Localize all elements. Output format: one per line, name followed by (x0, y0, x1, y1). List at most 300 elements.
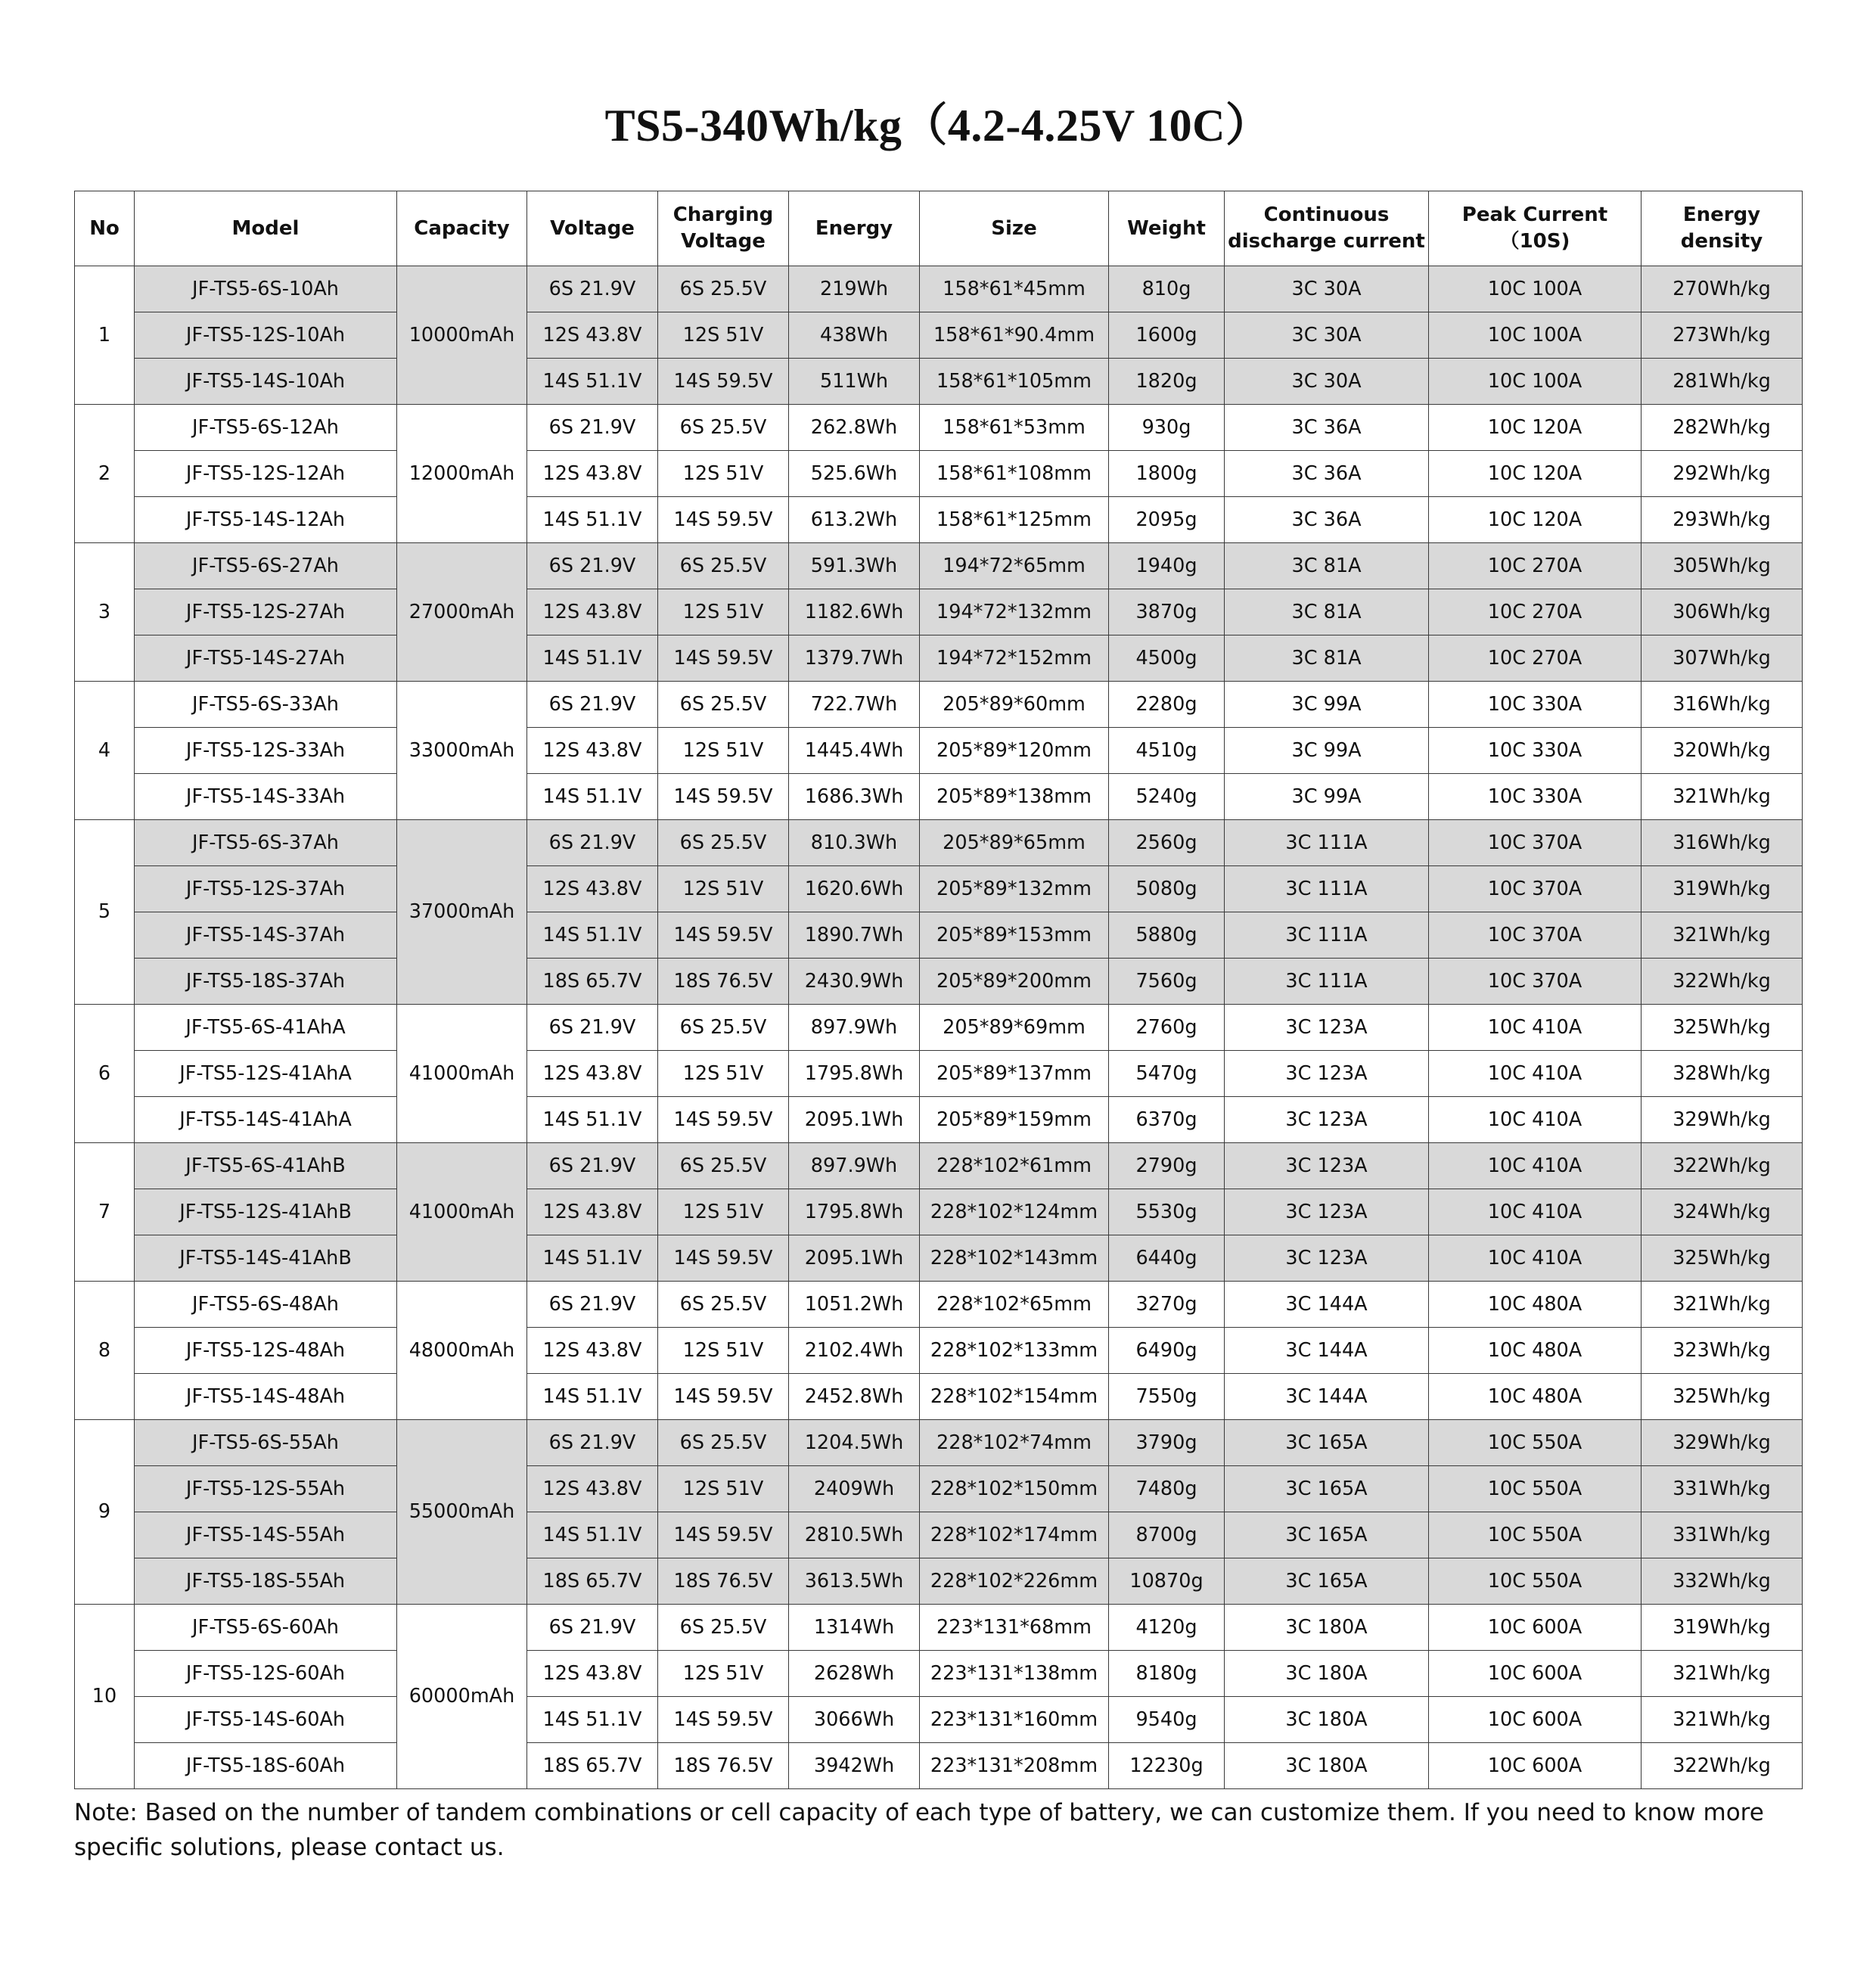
cell-energy-density: 321Wh/kg (1642, 1651, 1803, 1697)
cell-weight: 4500g (1109, 635, 1225, 682)
cell-weight: 6370g (1109, 1097, 1225, 1143)
cell-peak-current: 10C 370A (1429, 912, 1642, 959)
cell-peak-current: 10C 480A (1429, 1374, 1642, 1420)
table-row (75, 1651, 1803, 1697)
cell-charging-voltage: 14S 59.5V (658, 1374, 789, 1420)
cell-energy: 810.3Wh (789, 820, 920, 866)
table-body (75, 266, 1803, 1789)
cell-continuous-current: 3C 123A (1225, 1005, 1429, 1051)
cell-size: 223*131*208mm (920, 1743, 1109, 1789)
cell-weight: 6440g (1109, 1235, 1225, 1282)
cell-weight: 3270g (1109, 1282, 1225, 1328)
cell-energy-density: 321Wh/kg (1642, 1282, 1803, 1328)
cell-peak-current: 10C 410A (1429, 1235, 1642, 1282)
cell-energy: 1795.8Wh (789, 1051, 920, 1097)
cell-size: 228*102*143mm (920, 1235, 1109, 1282)
cell-size: 194*72*152mm (920, 635, 1109, 682)
cell-peak-current: 10C 120A (1429, 405, 1642, 451)
cell-charging-voltage: 12S 51V (658, 1328, 789, 1374)
cell-weight: 10870g (1109, 1558, 1225, 1605)
cell-weight: 2280g (1109, 682, 1225, 728)
cell-energy: 1686.3Wh (789, 774, 920, 820)
header-capacity: Capacity (397, 191, 527, 266)
cell-peak-current: 10C 270A (1429, 589, 1642, 635)
cell-continuous-current: 3C 81A (1225, 589, 1429, 635)
cell-continuous-current: 3C 36A (1225, 405, 1429, 451)
cell-energy-density: 325Wh/kg (1642, 1374, 1803, 1420)
cell-charging-voltage: 12S 51V (658, 866, 789, 912)
cell-charging-voltage: 14S 59.5V (658, 497, 789, 543)
cell-voltage: 14S 51.1V (527, 1697, 658, 1743)
cell-peak-current: 10C 600A (1429, 1697, 1642, 1743)
cell-energy: 219Wh (789, 266, 920, 312)
cell-continuous-current: 3C 30A (1225, 359, 1429, 405)
cell-charging-voltage: 12S 51V (658, 451, 789, 497)
cell-continuous-current: 3C 111A (1225, 820, 1429, 866)
cell-charging-voltage: 6S 25.5V (658, 266, 789, 312)
cell-model: JF-TS5-6S-41AhA (135, 1005, 397, 1051)
cell-size: 205*89*153mm (920, 912, 1109, 959)
cell-model: JF-TS5-6S-33Ah (135, 682, 397, 728)
header-energy: Energy (789, 191, 920, 266)
cell-no: 7 (75, 1143, 135, 1282)
cell-energy-density: 329Wh/kg (1642, 1420, 1803, 1466)
cell-energy: 2095.1Wh (789, 1235, 920, 1282)
cell-energy: 525.6Wh (789, 451, 920, 497)
cell-voltage: 12S 43.8V (527, 451, 658, 497)
cell-voltage: 6S 21.9V (527, 1282, 658, 1328)
cell-energy-density: 322Wh/kg (1642, 959, 1803, 1005)
cell-energy: 2102.4Wh (789, 1328, 920, 1374)
cell-peak-current: 10C 330A (1429, 774, 1642, 820)
table-row (75, 1420, 1803, 1466)
cell-model: JF-TS5-14S-12Ah (135, 497, 397, 543)
cell-no: 10 (75, 1605, 135, 1789)
cell-model: JF-TS5-6S-10Ah (135, 266, 397, 312)
cell-charging-voltage: 12S 51V (658, 1466, 789, 1512)
cell-no: 3 (75, 543, 135, 682)
cell-size: 205*89*200mm (920, 959, 1109, 1005)
cell-size: 228*102*65mm (920, 1282, 1109, 1328)
cell-model: JF-TS5-12S-33Ah (135, 728, 397, 774)
cell-capacity: 37000mAh (397, 820, 527, 1005)
cell-no: 8 (75, 1282, 135, 1420)
header-energy-density: Energy density (1642, 191, 1803, 266)
cell-weight: 1940g (1109, 543, 1225, 589)
table-row (75, 589, 1803, 635)
cell-size: 194*72*65mm (920, 543, 1109, 589)
cell-voltage: 12S 43.8V (527, 312, 658, 359)
table-row (75, 1051, 1803, 1097)
cell-continuous-current: 3C 123A (1225, 1189, 1429, 1235)
cell-continuous-current: 3C 111A (1225, 959, 1429, 1005)
table-row (75, 1743, 1803, 1789)
cell-size: 205*89*69mm (920, 1005, 1109, 1051)
cell-energy: 1314Wh (789, 1605, 920, 1651)
cell-energy-density: 321Wh/kg (1642, 774, 1803, 820)
cell-size: 158*61*108mm (920, 451, 1109, 497)
header-voltage: Voltage (527, 191, 658, 266)
cell-voltage: 6S 21.9V (527, 820, 658, 866)
cell-model: JF-TS5-12S-41AhA (135, 1051, 397, 1097)
cell-continuous-current: 3C 165A (1225, 1420, 1429, 1466)
cell-continuous-current: 3C 180A (1225, 1697, 1429, 1743)
cell-size: 158*61*45mm (920, 266, 1109, 312)
cell-energy: 3942Wh (789, 1743, 920, 1789)
cell-peak-current: 10C 100A (1429, 359, 1642, 405)
cell-continuous-current: 3C 165A (1225, 1558, 1429, 1605)
cell-voltage: 14S 51.1V (527, 359, 658, 405)
table-row (75, 635, 1803, 682)
header-row (75, 191, 1803, 266)
cell-voltage: 14S 51.1V (527, 1374, 658, 1420)
cell-voltage: 12S 43.8V (527, 1051, 658, 1097)
table-row (75, 266, 1803, 312)
cell-peak-current: 10C 480A (1429, 1328, 1642, 1374)
cell-charging-voltage: 14S 59.5V (658, 635, 789, 682)
cell-energy-density: 324Wh/kg (1642, 1189, 1803, 1235)
cell-voltage: 14S 51.1V (527, 635, 658, 682)
cell-continuous-current: 3C 144A (1225, 1328, 1429, 1374)
cell-size: 205*89*65mm (920, 820, 1109, 866)
cell-energy-density: 322Wh/kg (1642, 1143, 1803, 1189)
cell-energy-density: 331Wh/kg (1642, 1512, 1803, 1558)
cell-energy-density: 270Wh/kg (1642, 266, 1803, 312)
cell-size: 228*102*150mm (920, 1466, 1109, 1512)
cell-capacity: 48000mAh (397, 1282, 527, 1420)
cell-model: JF-TS5-14S-60Ah (135, 1697, 397, 1743)
table-row (75, 1605, 1803, 1651)
header-size: Size (920, 191, 1109, 266)
cell-size: 205*89*159mm (920, 1097, 1109, 1143)
cell-peak-current: 10C 270A (1429, 543, 1642, 589)
cell-voltage: 12S 43.8V (527, 1466, 658, 1512)
table-row (75, 728, 1803, 774)
cell-weight: 1820g (1109, 359, 1225, 405)
table-row (75, 1697, 1803, 1743)
cell-model: JF-TS5-12S-48Ah (135, 1328, 397, 1374)
cell-energy: 1620.6Wh (789, 866, 920, 912)
cell-capacity: 33000mAh (397, 682, 527, 820)
cell-weight: 2760g (1109, 1005, 1225, 1051)
cell-energy: 1890.7Wh (789, 912, 920, 959)
cell-continuous-current: 3C 123A (1225, 1097, 1429, 1143)
cell-peak-current: 10C 120A (1429, 497, 1642, 543)
cell-weight: 1600g (1109, 312, 1225, 359)
cell-voltage: 12S 43.8V (527, 866, 658, 912)
cell-peak-current: 10C 600A (1429, 1651, 1642, 1697)
cell-voltage: 6S 21.9V (527, 266, 658, 312)
table-row (75, 959, 1803, 1005)
cell-energy: 3066Wh (789, 1697, 920, 1743)
table-row (75, 359, 1803, 405)
cell-voltage: 14S 51.1V (527, 1512, 658, 1558)
table-row (75, 1143, 1803, 1189)
cell-peak-current: 10C 480A (1429, 1282, 1642, 1328)
cell-weight: 7480g (1109, 1466, 1225, 1512)
cell-continuous-current: 3C 36A (1225, 451, 1429, 497)
cell-charging-voltage: 18S 76.5V (658, 1558, 789, 1605)
cell-voltage: 14S 51.1V (527, 1235, 658, 1282)
cell-energy: 2095.1Wh (789, 1097, 920, 1143)
cell-charging-voltage: 14S 59.5V (658, 1097, 789, 1143)
cell-peak-current: 10C 550A (1429, 1512, 1642, 1558)
cell-energy-density: 325Wh/kg (1642, 1235, 1803, 1282)
cell-charging-voltage: 12S 51V (658, 589, 789, 635)
cell-weight: 4510g (1109, 728, 1225, 774)
cell-model: JF-TS5-6S-37Ah (135, 820, 397, 866)
cell-peak-current: 10C 410A (1429, 1051, 1642, 1097)
cell-model: JF-TS5-14S-37Ah (135, 912, 397, 959)
cell-charging-voltage: 14S 59.5V (658, 1512, 789, 1558)
table-row (75, 820, 1803, 866)
cell-continuous-current: 3C 165A (1225, 1512, 1429, 1558)
cell-size: 205*89*132mm (920, 866, 1109, 912)
table-row (75, 543, 1803, 589)
cell-peak-current: 10C 600A (1429, 1743, 1642, 1789)
table-row (75, 1466, 1803, 1512)
cell-weight: 12230g (1109, 1743, 1225, 1789)
cell-no: 4 (75, 682, 135, 820)
cell-voltage: 18S 65.7V (527, 959, 658, 1005)
cell-energy-density: 325Wh/kg (1642, 1005, 1803, 1051)
battery-spec-table (74, 191, 1803, 1789)
cell-energy-density: 316Wh/kg (1642, 820, 1803, 866)
cell-peak-current: 10C 550A (1429, 1420, 1642, 1466)
cell-energy-density: 293Wh/kg (1642, 497, 1803, 543)
cell-energy-density: 321Wh/kg (1642, 1697, 1803, 1743)
cell-peak-current: 10C 410A (1429, 1189, 1642, 1235)
cell-no: 9 (75, 1420, 135, 1605)
cell-energy: 3613.5Wh (789, 1558, 920, 1605)
cell-energy: 1051.2Wh (789, 1282, 920, 1328)
cell-weight: 3870g (1109, 589, 1225, 635)
cell-voltage: 6S 21.9V (527, 1420, 658, 1466)
cell-model: JF-TS5-6S-55Ah (135, 1420, 397, 1466)
cell-model: JF-TS5-18S-37Ah (135, 959, 397, 1005)
header-model: Model (135, 191, 397, 266)
cell-model: JF-TS5-6S-41AhB (135, 1143, 397, 1189)
cell-size: 228*102*124mm (920, 1189, 1109, 1235)
cell-size: 223*131*160mm (920, 1697, 1109, 1743)
cell-peak-current: 10C 410A (1429, 1097, 1642, 1143)
cell-charging-voltage: 14S 59.5V (658, 912, 789, 959)
cell-no: 2 (75, 405, 135, 543)
cell-model: JF-TS5-12S-27Ah (135, 589, 397, 635)
cell-charging-voltage: 6S 25.5V (658, 543, 789, 589)
cell-size: 228*102*154mm (920, 1374, 1109, 1420)
cell-continuous-current: 3C 30A (1225, 266, 1429, 312)
table-row (75, 1282, 1803, 1328)
cell-model: JF-TS5-12S-37Ah (135, 866, 397, 912)
cell-weight: 7560g (1109, 959, 1225, 1005)
cell-no: 1 (75, 266, 135, 405)
cell-weight: 5080g (1109, 866, 1225, 912)
cell-size: 228*102*226mm (920, 1558, 1109, 1605)
cell-energy: 511Wh (789, 359, 920, 405)
cell-size: 158*61*125mm (920, 497, 1109, 543)
cell-weight: 5530g (1109, 1189, 1225, 1235)
table-row (75, 774, 1803, 820)
cell-peak-current: 10C 550A (1429, 1558, 1642, 1605)
cell-continuous-current: 3C 144A (1225, 1374, 1429, 1420)
cell-size: 228*102*74mm (920, 1420, 1109, 1466)
cell-energy: 591.3Wh (789, 543, 920, 589)
cell-capacity: 55000mAh (397, 1420, 527, 1605)
table-row (75, 312, 1803, 359)
cell-energy-density: 319Wh/kg (1642, 1605, 1803, 1651)
cell-peak-current: 10C 100A (1429, 312, 1642, 359)
cell-peak-current: 10C 410A (1429, 1143, 1642, 1189)
cell-capacity: 12000mAh (397, 405, 527, 543)
footnote: Note: Based on the number of tandem combinations or cell capacity of each type of battery, we can customize them. If you need to know more specific solutions, please contact us. (74, 1799, 1764, 1861)
cell-weight: 5470g (1109, 1051, 1225, 1097)
cell-energy-density: 328Wh/kg (1642, 1051, 1803, 1097)
cell-charging-voltage: 12S 51V (658, 312, 789, 359)
cell-energy: 2430.9Wh (789, 959, 920, 1005)
cell-peak-current: 10C 270A (1429, 635, 1642, 682)
cell-energy-density: 320Wh/kg (1642, 728, 1803, 774)
cell-weight: 8180g (1109, 1651, 1225, 1697)
cell-continuous-current: 3C 180A (1225, 1651, 1429, 1697)
cell-weight: 9540g (1109, 1697, 1225, 1743)
table-row (75, 1558, 1803, 1605)
header-no: No (75, 191, 135, 266)
cell-size: 205*89*120mm (920, 728, 1109, 774)
cell-size: 205*89*138mm (920, 774, 1109, 820)
cell-weight: 5880g (1109, 912, 1225, 959)
cell-model: JF-TS5-18S-60Ah (135, 1743, 397, 1789)
cell-energy-density: 322Wh/kg (1642, 1743, 1803, 1789)
cell-size: 228*102*133mm (920, 1328, 1109, 1374)
cell-charging-voltage: 12S 51V (658, 1051, 789, 1097)
cell-size: 194*72*132mm (920, 589, 1109, 635)
cell-continuous-current: 3C 99A (1225, 774, 1429, 820)
cell-weight: 930g (1109, 405, 1225, 451)
cell-charging-voltage: 18S 76.5V (658, 959, 789, 1005)
cell-capacity: 60000mAh (397, 1605, 527, 1789)
cell-energy-density: 319Wh/kg (1642, 866, 1803, 912)
cell-voltage: 14S 51.1V (527, 774, 658, 820)
cell-model: JF-TS5-12S-55Ah (135, 1466, 397, 1512)
cell-charging-voltage: 6S 25.5V (658, 1143, 789, 1189)
cell-energy-density: 332Wh/kg (1642, 1558, 1803, 1605)
cell-energy-density: 321Wh/kg (1642, 912, 1803, 959)
cell-voltage: 12S 43.8V (527, 1328, 658, 1374)
cell-energy-density: 306Wh/kg (1642, 589, 1803, 635)
table-row (75, 1005, 1803, 1051)
cell-voltage: 14S 51.1V (527, 497, 658, 543)
cell-energy-density: 273Wh/kg (1642, 312, 1803, 359)
cell-charging-voltage: 6S 25.5V (658, 1282, 789, 1328)
cell-charging-voltage: 6S 25.5V (658, 1420, 789, 1466)
cell-voltage: 6S 21.9V (527, 1143, 658, 1189)
cell-continuous-current: 3C 111A (1225, 866, 1429, 912)
cell-continuous-current: 3C 30A (1225, 312, 1429, 359)
cell-energy: 438Wh (789, 312, 920, 359)
cell-size: 223*131*138mm (920, 1651, 1109, 1697)
cell-weight: 8700g (1109, 1512, 1225, 1558)
cell-peak-current: 10C 600A (1429, 1605, 1642, 1651)
cell-charging-voltage: 6S 25.5V (658, 820, 789, 866)
cell-energy: 2810.5Wh (789, 1512, 920, 1558)
table-row (75, 912, 1803, 959)
cell-weight: 5240g (1109, 774, 1225, 820)
cell-voltage: 12S 43.8V (527, 1651, 658, 1697)
cell-peak-current: 10C 330A (1429, 682, 1642, 728)
cell-capacity: 41000mAh (397, 1143, 527, 1282)
cell-model: JF-TS5-14S-41AhB (135, 1235, 397, 1282)
cell-energy: 722.7Wh (789, 682, 920, 728)
table-row (75, 451, 1803, 497)
cell-continuous-current: 3C 99A (1225, 728, 1429, 774)
cell-model: JF-TS5-6S-27Ah (135, 543, 397, 589)
table-row (75, 497, 1803, 543)
table-row (75, 405, 1803, 451)
cell-continuous-current: 3C 81A (1225, 635, 1429, 682)
cell-model: JF-TS5-14S-27Ah (135, 635, 397, 682)
cell-continuous-current: 3C 165A (1225, 1466, 1429, 1512)
cell-charging-voltage: 14S 59.5V (658, 1697, 789, 1743)
table-row (75, 1189, 1803, 1235)
cell-energy: 897.9Wh (789, 1005, 920, 1051)
cell-weight: 2560g (1109, 820, 1225, 866)
table-row (75, 1235, 1803, 1282)
table-row (75, 866, 1803, 912)
cell-model: JF-TS5-12S-41AhB (135, 1189, 397, 1235)
cell-energy: 1445.4Wh (789, 728, 920, 774)
cell-size: 228*102*174mm (920, 1512, 1109, 1558)
cell-weight: 4120g (1109, 1605, 1225, 1651)
cell-voltage: 6S 21.9V (527, 405, 658, 451)
cell-energy: 2452.8Wh (789, 1374, 920, 1420)
cell-no: 5 (75, 820, 135, 1005)
cell-energy-density: 307Wh/kg (1642, 635, 1803, 682)
cell-continuous-current: 3C 111A (1225, 912, 1429, 959)
cell-model: JF-TS5-14S-33Ah (135, 774, 397, 820)
cell-size: 205*89*60mm (920, 682, 1109, 728)
cell-peak-current: 10C 370A (1429, 866, 1642, 912)
cell-voltage: 6S 21.9V (527, 1605, 658, 1651)
cell-energy: 1795.8Wh (789, 1189, 920, 1235)
cell-voltage: 14S 51.1V (527, 912, 658, 959)
cell-size: 228*102*61mm (920, 1143, 1109, 1189)
cell-charging-voltage: 6S 25.5V (658, 1605, 789, 1651)
cell-model: JF-TS5-6S-48Ah (135, 1282, 397, 1328)
cell-size: 158*61*90.4mm (920, 312, 1109, 359)
cell-charging-voltage: 12S 51V (658, 1189, 789, 1235)
cell-peak-current: 10C 370A (1429, 959, 1642, 1005)
cell-continuous-current: 3C 180A (1225, 1743, 1429, 1789)
cell-peak-current: 10C 100A (1429, 266, 1642, 312)
cell-model: JF-TS5-12S-12Ah (135, 451, 397, 497)
cell-energy: 1182.6Wh (789, 589, 920, 635)
cell-energy-density: 331Wh/kg (1642, 1466, 1803, 1512)
cell-charging-voltage: 6S 25.5V (658, 682, 789, 728)
cell-model: JF-TS5-12S-60Ah (135, 1651, 397, 1697)
cell-model: JF-TS5-6S-60Ah (135, 1605, 397, 1651)
cell-charging-voltage: 6S 25.5V (658, 405, 789, 451)
cell-energy-density: 329Wh/kg (1642, 1097, 1803, 1143)
cell-capacity: 27000mAh (397, 543, 527, 682)
table-row (75, 1097, 1803, 1143)
header-charging-voltage: Charging Voltage (658, 191, 789, 266)
cell-continuous-current: 3C 99A (1225, 682, 1429, 728)
cell-peak-current: 10C 410A (1429, 1005, 1642, 1051)
cell-size: 223*131*68mm (920, 1605, 1109, 1651)
cell-energy: 613.2Wh (789, 497, 920, 543)
cell-energy-density: 316Wh/kg (1642, 682, 1803, 728)
